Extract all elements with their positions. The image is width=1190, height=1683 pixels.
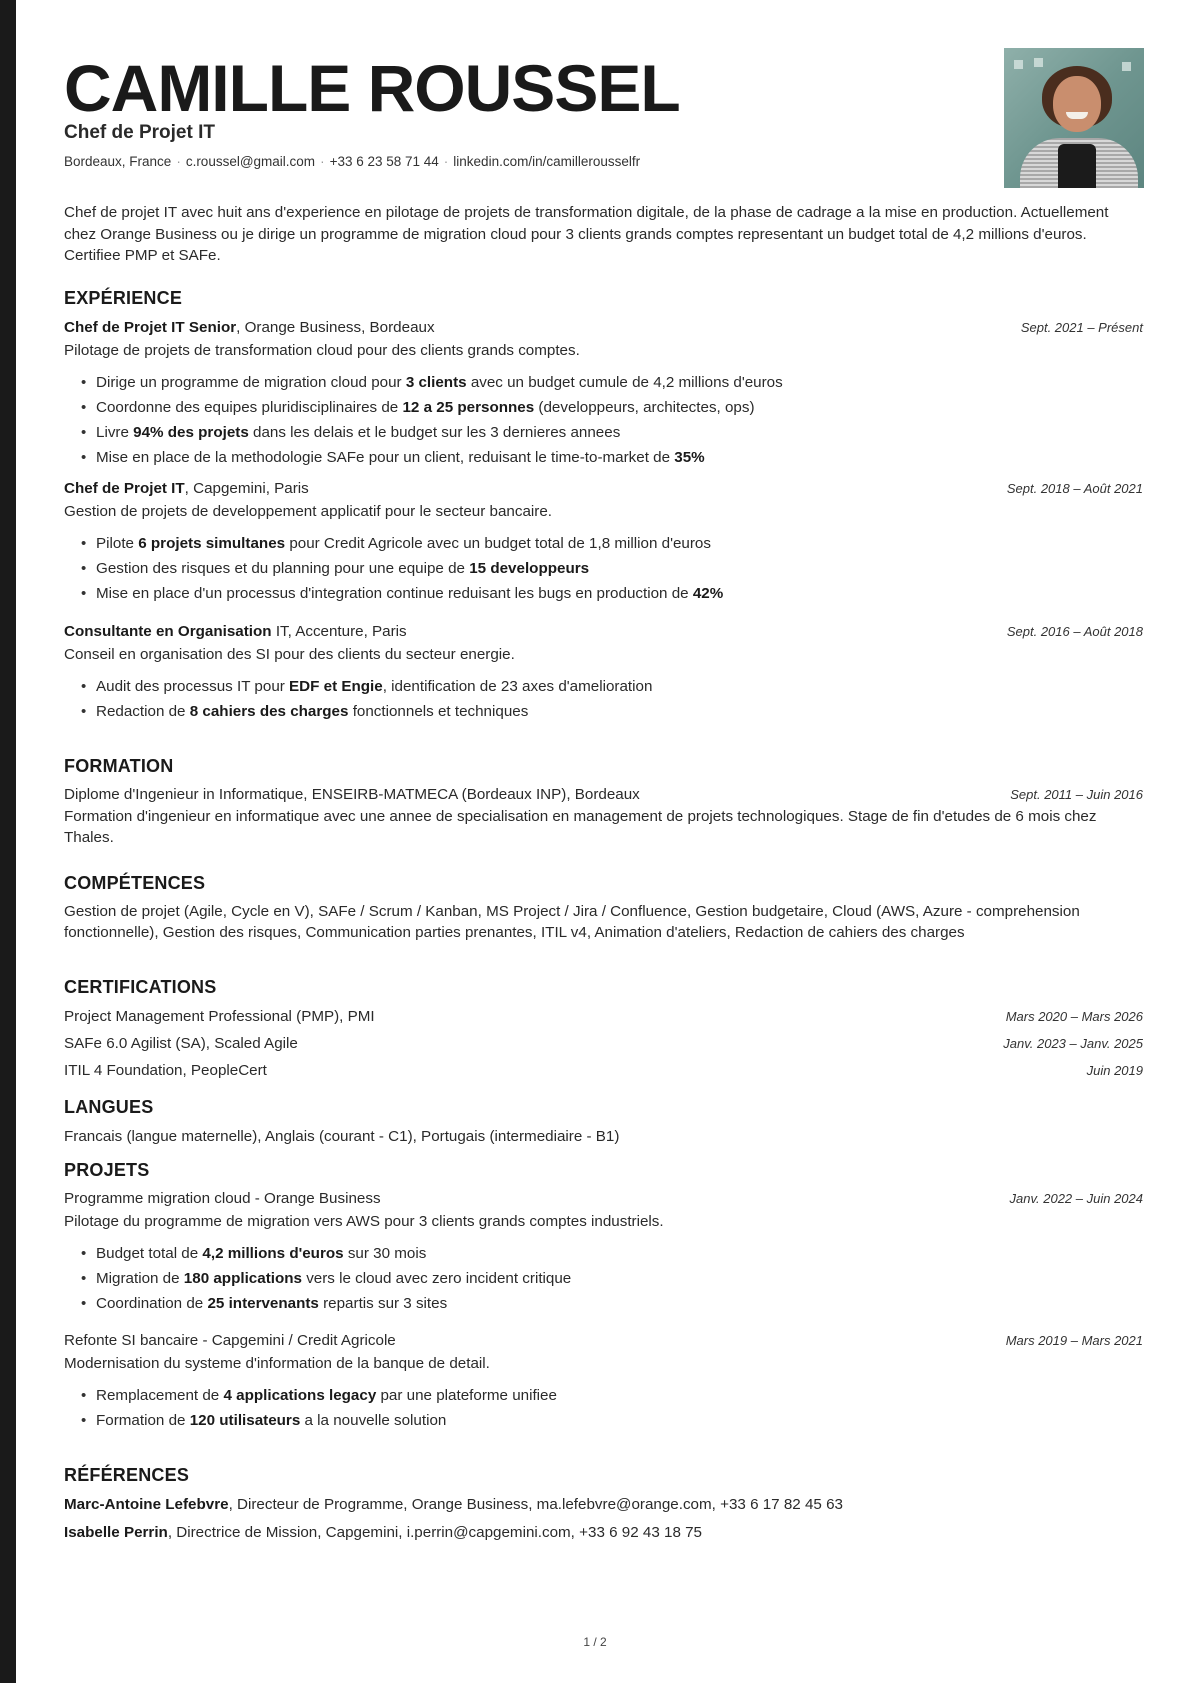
section-title-education: FORMATION: [64, 756, 174, 776]
project-dates: Mars 2019 – Mars 2021: [1005, 1333, 1143, 1348]
experience-company: , Orange Business, Bordeaux: [236, 319, 435, 336]
certification-row: [64, 1034, 1143, 1054]
section-title-languages: LANGUES: [64, 1097, 154, 1117]
experience-entry-header: [64, 479, 1143, 499]
candidate-name: CAMILLE ROUSSEL: [64, 51, 680, 125]
resume-header: [64, 0, 1143, 200]
bullet-item: • Dirige un programme de migration cloud pour 3 clients avec un budget cumule de 4,2 millions d'euros: [64, 373, 1143, 398]
summary-paragraph: Chef de projet IT avec huit ans d'experience en pilotage de projets de transformation digitale, de la phase de cadrage a la mise en production. Actuellement chez Orange Business ou je dirige un programme de migration cloud pour 3 clients grands comptes representant un budget total de 4,2 millions d'euros. Certifiee PMP et SAFe.: [64, 204, 1109, 264]
languages-text: Francais (langue maternelle), Anglais (courant - C1), Portugais (intermediaire - B1): [64, 1128, 620, 1145]
experience-company: IT, Accenture, Paris: [271, 623, 407, 640]
section-title-skills: COMPÉTENCES: [64, 873, 206, 893]
bullet-item: • Migration de 180 applications vers le cloud avec zero incident critique: [64, 1269, 1143, 1294]
candidate-title: Chef de Projet IT: [64, 122, 215, 143]
experience-description: Pilotage de projets de transformation cloud pour des clients grands comptes.: [64, 342, 580, 359]
project-entry-header: [64, 1189, 1143, 1209]
background-window: [1034, 58, 1043, 67]
project-name: Refonte SI bancaire - Capgemini / Credit Agricole: [64, 1332, 396, 1349]
section-title-references: RÉFÉRENCES: [64, 1465, 190, 1485]
contact-email[interactable]: c.roussel@gmail.com: [185, 154, 316, 169]
experience-role: Consultante en Organisation: [64, 623, 272, 640]
experience-bullets: [64, 534, 1143, 609]
bullet-item: • Audit des processus IT pour EDF et Engie, identification de 23 axes d'amelioration: [64, 677, 1143, 702]
bullet-item: • Livre 94% des projets dans les delais et le budget sur les 3 dernieres annees: [64, 423, 1143, 448]
certification-name: ITIL 4 Foundation, PeopleCert: [64, 1062, 267, 1079]
background-window: [1122, 62, 1131, 71]
project-entry-header: [64, 1331, 1143, 1351]
experience-role: Chef de Projet IT: [64, 480, 185, 497]
bullet-item: • Formation de 120 utilisateurs a la nouvelle solution: [64, 1411, 1143, 1436]
experience-dates: Sept. 2021 – Présent: [1020, 320, 1143, 335]
bullet-item: • Mise en place de la methodologie SAFe pour un client, reduisant le time-to-market de 35%: [64, 448, 1143, 473]
bullet-item: • Mise en place d'un processus d'integration continue reduisant les bugs en production de 42%: [64, 584, 1143, 609]
experience-description: Gestion de projets de developpement applicatif pour le secteur bancaire.: [64, 503, 552, 520]
certification-dates: Janv. 2023 – Janv. 2025: [1003, 1036, 1143, 1051]
reference-details: , Directrice de Mission, Capgemini, i.perrin@capgemini.com, +33 6 92 43 18 75: [167, 1524, 703, 1541]
contact-line: [64, 154, 640, 169]
bullet-item: • Coordination de 25 intervenants repartis sur 3 sites: [64, 1294, 1143, 1319]
viewer-side-bar: [0, 0, 16, 1683]
section-title-certifications: CERTIFICATIONS: [64, 977, 217, 997]
resume-page: [64, 0, 1143, 1541]
experience-role: Chef de Projet IT Senior: [64, 319, 237, 336]
experience-entry-header: [64, 318, 1143, 338]
reference-name: Isabelle Perrin: [64, 1524, 168, 1541]
skills-text: Gestion de projet (Agile, Cycle en V), SAFe / Scrum / Kanban, MS Project / Jira / Confluence, Gestion budgetaire, Cloud (AWS, Azure - comprehension fonctionnelle), Gestion des risques, Communication parties prenantes, ITIL v4, Animation d'ateliers, Redaction de cahiers des charges: [64, 903, 1080, 941]
education-entry-header: [64, 785, 1143, 805]
bullet-item: • Redaction de 8 cahiers des charges fonctionnels et techniques: [64, 702, 1143, 727]
certification-row: [64, 1007, 1143, 1027]
background-window: [1014, 60, 1023, 69]
section-title-projects: PROJETS: [64, 1160, 150, 1180]
experience-company: , Capgemini, Paris: [184, 480, 309, 497]
project-bullets: [64, 1244, 1143, 1319]
education-description: Formation d'ingenieur en informatique avec une annee de specialisation en management de projets technologiques. Stage de fin d'etudes de 6 mois chez Thales.: [64, 808, 1097, 846]
section-title-experience: EXPÉRIENCE: [64, 288, 183, 308]
experience-dates: Sept. 2016 – Août 2018: [1006, 624, 1143, 639]
project-dates: Janv. 2022 – Juin 2024: [1009, 1191, 1143, 1206]
experience-bullets: [64, 677, 1143, 727]
reference-name: Marc-Antoine Lefebvre: [64, 1496, 229, 1513]
photo-smile: [1066, 112, 1088, 119]
certification-name: Project Management Professional (PMP), PMI: [64, 1008, 375, 1025]
experience-dates: Sept. 2018 – Août 2021: [1006, 481, 1143, 496]
certification-dates: Juin 2019: [1086, 1063, 1143, 1078]
experience-description: Conseil en organisation des SI pour des clients du secteur energie.: [64, 646, 515, 663]
project-description: Modernisation du systeme d'information de la banque de detail.: [64, 1355, 490, 1372]
reference-row: [64, 1495, 1143, 1515]
reference-details: , Directeur de Programme, Orange Business, ma.lefebvre@orange.com, +33 6 17 82 45 63: [228, 1496, 843, 1513]
bullet-item: • Coordonne des equipes pluridisciplinaires de 12 a 25 personnes (developpeurs, architectes, ops): [64, 398, 1143, 423]
separator: ·: [176, 154, 181, 169]
reference-row: [64, 1523, 1143, 1543]
certification-name: SAFe 6.0 Agilist (SA), Scaled Agile: [64, 1035, 298, 1052]
photo-top: [1058, 144, 1096, 188]
separator: ·: [320, 154, 325, 169]
separator: ·: [443, 154, 449, 169]
photo-face: [1053, 76, 1101, 132]
bullet-item: • Pilote 6 projets simultanes pour Credit Agricole avec un budget total de 1,8 million d'euros: [64, 534, 1143, 559]
education-dates: Sept. 2011 – Juin 2016: [1010, 787, 1143, 802]
contact-linkedin[interactable]: linkedin.com/in/camillerousselfr: [453, 154, 641, 169]
project-bullets: [64, 1386, 1143, 1436]
contact-location: Bordeaux, France: [64, 154, 172, 169]
bullet-item: • Remplacement de 4 applications legacy par une plateforme unifiee: [64, 1386, 1143, 1411]
bullet-item: • Budget total de 4,2 millions d'euros sur 30 mois: [64, 1244, 1143, 1269]
certification-dates: Mars 2020 – Mars 2026: [1005, 1009, 1143, 1024]
project-name: Programme migration cloud - Orange Business: [64, 1190, 381, 1207]
bullet-item: • Gestion des risques et du planning pour une equipe de 15 developpeurs: [64, 559, 1143, 584]
profile-photo: [1004, 48, 1144, 188]
education-degree: Diplome d'Ingenieur in Informatique, ENSEIRB-MATMECA (Bordeaux INP), Bordeaux: [64, 786, 640, 803]
page-number: 1 / 2: [583, 1635, 607, 1649]
certification-row: [64, 1061, 1143, 1081]
experience-entry-header: [64, 622, 1143, 642]
contact-phone: +33 6 23 58 71 44: [329, 154, 439, 169]
project-description: Pilotage du programme de migration vers AWS pour 3 clients grands comptes industriels.: [64, 1213, 664, 1230]
experience-bullets: [64, 373, 1143, 473]
